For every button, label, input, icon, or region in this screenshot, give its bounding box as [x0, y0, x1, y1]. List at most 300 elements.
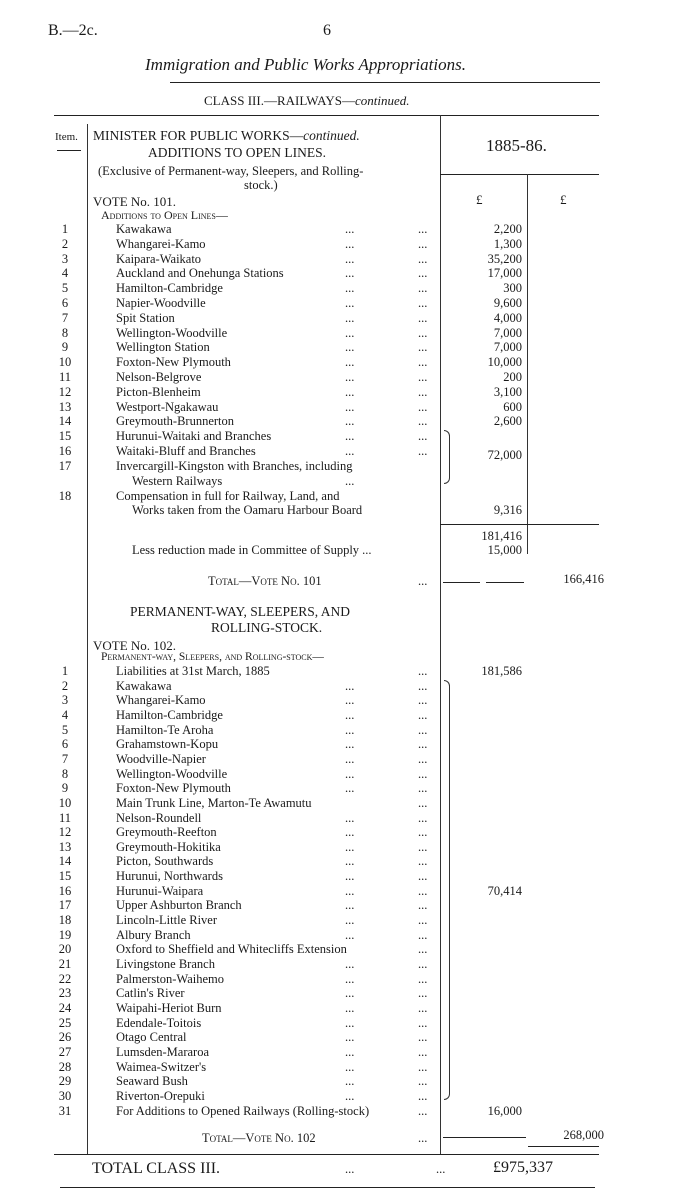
- item-number: 18: [58, 913, 72, 928]
- item-number: 12: [58, 384, 72, 399]
- leader-dots: ...: [418, 854, 428, 869]
- item-name: Hamilton-Cambridge: [116, 707, 223, 722]
- item-number: 7: [61, 310, 69, 325]
- leader-dots: ...: [345, 1162, 355, 1176]
- leader-dots: ...: [418, 444, 428, 458]
- leader-dots: ...: [345, 384, 355, 399]
- item-name: Spit Station: [116, 310, 175, 325]
- leader-dots: ...: [345, 810, 355, 825]
- leader-dots: ...: [345, 1000, 355, 1015]
- leader-dots: ...: [345, 399, 355, 414]
- table-row: [0, 1060, 700, 1075]
- item-number: 10: [58, 795, 72, 810]
- leader-dots: ...: [345, 474, 355, 488]
- table-row: [0, 355, 700, 370]
- table-row: [0, 752, 700, 767]
- table-row: [0, 840, 700, 855]
- leader-dots: ...: [345, 1074, 355, 1089]
- item-number: 2: [61, 236, 69, 251]
- item-name: Wellington Station: [116, 340, 210, 355]
- item-name: Upper Ashburton Branch: [116, 898, 242, 913]
- item-name: Westport-Ngakawau: [116, 399, 219, 414]
- section2-list-heading: Permanent-way, Sleepers, and Rolling-stock—: [101, 651, 324, 663]
- item-number: 10: [58, 355, 72, 370]
- item-amount: 35,200: [487, 251, 522, 266]
- leader-dots: ...: [345, 310, 355, 325]
- item-name: For Additions to Opened Railways (Rolling-stock): [116, 1103, 370, 1118]
- item-number: 30: [58, 1088, 72, 1103]
- leader-dots: ...: [345, 1044, 355, 1059]
- page-number: 6: [323, 22, 331, 39]
- leader-dots: ...: [345, 222, 355, 236]
- leader-dots: ...: [345, 429, 355, 444]
- leader-dots: ...: [418, 1000, 428, 1015]
- item-amount: 4,000: [493, 310, 522, 325]
- section1-list-heading: Additions to Open Lines—: [101, 208, 228, 222]
- item-number: 28: [58, 1059, 72, 1074]
- leader-dots: ...: [345, 883, 355, 898]
- leader-dots: ...: [418, 971, 428, 986]
- leader-dots: ...: [345, 340, 355, 355]
- item-name: Foxton-New Plymouth: [116, 781, 231, 796]
- section1-item-18-cont: [0, 503, 700, 518]
- leader-dots: ...: [345, 707, 355, 722]
- item-name: Greymouth-Hokitika: [116, 839, 221, 854]
- vote-101-heading: VOTE No. 101.: [93, 194, 177, 209]
- item-name: Hurunui-Waipara: [116, 883, 204, 898]
- leader-dots: ...: [418, 869, 428, 884]
- leader-dots: ...: [418, 1015, 428, 1030]
- item-amount: 16,000: [487, 1103, 522, 1118]
- item-name: Nelson-Belgrove: [116, 370, 202, 384]
- item-amount: 2,600: [493, 414, 522, 429]
- leader-dots: ...: [418, 1088, 428, 1103]
- leader-dots: ...: [418, 1059, 428, 1074]
- leader-dots: ...: [418, 236, 428, 251]
- leader-dots: ...: [345, 854, 355, 869]
- leader-dots: ...: [418, 664, 428, 678]
- item-amount: 7,000: [493, 325, 522, 340]
- item-name: Woodville-Napier: [116, 751, 206, 766]
- table-row: [0, 252, 700, 267]
- item-number: 15: [58, 869, 72, 884]
- item-number: 20: [58, 942, 72, 957]
- item-header-underline: [57, 150, 81, 151]
- item-name: Picton, Southwards: [116, 854, 214, 869]
- table-row: [0, 1016, 700, 1031]
- table-row: [0, 796, 700, 811]
- leader-dots: ...: [345, 251, 355, 266]
- item-number: 3: [61, 251, 69, 266]
- item-number: 13: [58, 399, 72, 414]
- leader-dots: ...: [345, 869, 355, 884]
- table-row: [0, 385, 700, 400]
- item-amount: 3,100: [493, 384, 522, 399]
- total-102-rule-2: [528, 1146, 599, 1147]
- item-number: 6: [61, 737, 69, 752]
- item-name: Otago Central: [116, 1030, 187, 1045]
- table-row: [0, 1074, 700, 1089]
- table-row: [0, 693, 700, 708]
- item-amount: 600: [503, 399, 522, 414]
- table-row: [0, 723, 700, 738]
- grand-total-bottom-rule: [60, 1187, 595, 1188]
- item-number: 17: [58, 898, 72, 913]
- item-amount: 300: [503, 281, 522, 296]
- leader-dots: ...: [418, 384, 428, 399]
- leader-dots: ...: [418, 251, 428, 266]
- table-row: [0, 825, 700, 840]
- item-name: Waitaki-Bluff and Branches: [116, 444, 256, 458]
- minister-heading: [93, 128, 360, 144]
- leader-dots: ...: [418, 722, 428, 737]
- table-row: [0, 884, 700, 899]
- leader-dots: ...: [345, 898, 355, 913]
- leader-dots: ...: [345, 1088, 355, 1103]
- leader-dots: ...: [345, 296, 355, 310]
- leader-dots: ...: [345, 722, 355, 737]
- item-name: Nelson-Roundell: [116, 810, 202, 825]
- section2-title-1: PERMANENT-WAY, SLEEPERS, AND: [130, 604, 351, 619]
- item-name: Western Railways: [132, 474, 223, 488]
- currency-header-2: £: [560, 192, 567, 207]
- item-number: 13: [58, 839, 72, 854]
- item-amount: 10,000: [487, 355, 522, 370]
- leader-dots: ...: [418, 296, 428, 310]
- item-number: 9: [61, 340, 69, 355]
- table-row: [0, 942, 700, 957]
- item-name: Wellington-Woodville: [116, 325, 228, 340]
- less-reduction-amount: 15,000: [487, 543, 522, 557]
- table-row: [0, 429, 700, 444]
- total-vote-101-amount: 166,416: [563, 572, 604, 586]
- item-number: 15: [58, 429, 72, 444]
- leader-dots: ...: [418, 883, 428, 898]
- class-title-continued: continued.: [354, 93, 410, 108]
- table-row: [0, 986, 700, 1001]
- item-name: Whangarei-Kamo: [116, 693, 206, 708]
- item-name: Kaipara-Waikato: [116, 251, 202, 266]
- item-number: 1: [61, 664, 69, 678]
- leader-dots: ...: [418, 810, 428, 825]
- leader-dots: ...: [418, 898, 428, 913]
- item-amount: 9,316: [493, 503, 522, 517]
- item-number: 11: [58, 810, 72, 825]
- class-title-text: CLASS III.—RAILWAYS—: [204, 93, 355, 108]
- item-number: 26: [58, 1030, 72, 1045]
- leader-dots: ...: [345, 693, 355, 708]
- item-name: Greymouth-Reefton: [116, 825, 217, 840]
- subtotal-rule: [440, 524, 599, 525]
- item-name: Greymouth-Brunnerton: [116, 414, 235, 429]
- leader-dots: ...: [418, 1030, 428, 1045]
- leader-dots: ...: [418, 766, 428, 781]
- item-name: Lumsden-Mararoa: [116, 1044, 210, 1059]
- item-name: Hurunui-Waitaki and Branches: [116, 429, 272, 444]
- item-number: 17: [58, 459, 72, 473]
- item-number: 31: [58, 1103, 72, 1118]
- table-row: [0, 781, 700, 796]
- item-amount: 181,586: [481, 664, 522, 678]
- leader-dots: ...: [345, 1015, 355, 1030]
- leader-dots: ...: [345, 370, 355, 384]
- document-code: B.—2c.: [48, 22, 98, 39]
- table-row: [0, 1001, 700, 1016]
- leader-dots: ...: [418, 825, 428, 840]
- table-row: [0, 1089, 700, 1104]
- leader-dots: ...: [418, 927, 428, 942]
- leader-dots: ...: [345, 1059, 355, 1074]
- leader-dots: ...: [345, 355, 355, 370]
- item-name: Works taken from the Oamaru Harbour Board: [132, 503, 363, 517]
- item-number: 8: [61, 325, 69, 340]
- item-name: Main Trunk Line, Marton-Te Awamutu: [116, 795, 312, 810]
- item-number: 27: [58, 1044, 72, 1059]
- table-row: [0, 414, 700, 429]
- item-number: 11: [58, 370, 72, 384]
- item-name: Albury Branch: [116, 927, 191, 942]
- table-row: [0, 326, 700, 341]
- total-102-rule-1: [443, 1137, 526, 1138]
- leader-dots: ...: [345, 325, 355, 340]
- item-amount: 200: [503, 370, 522, 384]
- item-name: Kawakawa: [116, 678, 172, 693]
- leader-dots: ...: [345, 839, 355, 854]
- grand-total-amount: £975,337: [493, 1159, 553, 1176]
- item-name: Edendale-Toitois: [116, 1015, 202, 1030]
- table-row: [0, 664, 700, 679]
- leader-dots: ...: [418, 355, 428, 370]
- leader-dots: ...: [345, 957, 355, 971]
- item-number: 14: [58, 414, 72, 429]
- item-amount: 1,300: [493, 236, 522, 251]
- item-name: Palmerston-Waihemo: [116, 971, 224, 986]
- table-row: [0, 679, 700, 694]
- currency-header-1: £: [476, 192, 483, 207]
- leader-dots: ...: [436, 1162, 446, 1176]
- item-number: 16: [58, 883, 72, 898]
- leader-dots: ...: [345, 825, 355, 840]
- leader-dots: ...: [418, 340, 428, 355]
- items-2-31-brace: [444, 680, 450, 1100]
- item-amount: 2,200: [493, 222, 522, 236]
- item-name: Liabilities at 31st March, 1885: [116, 664, 270, 678]
- table-row: [0, 869, 700, 884]
- leader-dots: ...: [418, 266, 428, 281]
- leader-dots: ...: [418, 399, 428, 414]
- item-number: 7: [61, 751, 69, 766]
- leader-dots: ...: [418, 913, 428, 928]
- item-number: 1: [61, 222, 69, 236]
- section1-subtitle-1: (Exclusive of Permanent-way, Sleepers, and Rolling-: [98, 164, 364, 178]
- table-row: [0, 811, 700, 826]
- item-amount: 17,000: [487, 266, 522, 281]
- leader-dots: ...: [345, 1030, 355, 1045]
- table-row: [0, 296, 700, 311]
- table-row: [0, 928, 700, 943]
- class-title: [204, 93, 409, 109]
- table-row: [0, 1104, 700, 1119]
- section1-title: ADDITIONS TO OPEN LINES.: [148, 145, 326, 160]
- minister-heading-text: MINISTER FOR PUBLIC WORKS—: [93, 128, 304, 143]
- table-row: [0, 767, 700, 782]
- leader-dots: ...: [345, 971, 355, 986]
- leader-dots: ...: [418, 1131, 428, 1145]
- grand-total-top-rule: [54, 1154, 599, 1155]
- leader-dots: ...: [345, 766, 355, 781]
- leader-dots: ...: [345, 927, 355, 942]
- section1-subtitle-2: stock.): [244, 178, 278, 192]
- leader-dots: ...: [418, 1103, 428, 1118]
- title-rule: [170, 82, 600, 83]
- item-number: 22: [58, 971, 72, 986]
- item-name: Picton-Blenheim: [116, 384, 201, 399]
- table-row: [0, 370, 700, 385]
- item-name: Riverton-Orepuki: [116, 1088, 205, 1103]
- item-name: Napier-Woodville: [116, 296, 206, 310]
- leader-dots: ...: [418, 751, 428, 766]
- leader-dots: ...: [418, 737, 428, 752]
- leader-dots: ...: [418, 678, 428, 693]
- item-number: 2: [61, 678, 69, 693]
- item-number: 4: [61, 707, 69, 722]
- item-number: 5: [61, 722, 69, 737]
- section2-title-2: ROLLING-STOCK.: [211, 620, 323, 635]
- subtotal-amount: 181,416: [481, 529, 522, 543]
- item-name: Catlin's River: [116, 986, 185, 1001]
- leader-dots: ...: [418, 795, 428, 810]
- item-number: 24: [58, 1000, 72, 1015]
- item-number: 23: [58, 986, 72, 1001]
- table-row: [0, 400, 700, 415]
- table-row: [0, 737, 700, 752]
- table-row: [0, 222, 700, 237]
- item-number: 25: [58, 1015, 72, 1030]
- item-number: 4: [61, 266, 69, 281]
- item-name: Hamilton-Te Aroha: [116, 722, 214, 737]
- item-number: 16: [58, 444, 72, 458]
- item-column-header: Item.: [55, 131, 78, 143]
- item-amount: 70,414: [487, 883, 522, 898]
- item-name: Auckland and Onehunga Stations: [116, 266, 284, 281]
- total-vote-101-label: Total—Vote No. 101: [208, 574, 322, 588]
- leader-dots: ...: [418, 370, 428, 384]
- item-number: 29: [58, 1074, 72, 1089]
- table-row: [0, 237, 700, 252]
- leader-dots: ...: [345, 236, 355, 251]
- items-15-17-amount: 72,000: [487, 448, 522, 462]
- table-row: [0, 340, 700, 355]
- leader-dots: ...: [345, 913, 355, 928]
- item-name: Seaward Bush: [116, 1074, 188, 1089]
- total-vote-102-amount: 268,000: [563, 1128, 604, 1142]
- total-101-rule-1: [443, 582, 480, 583]
- table-row: [0, 444, 700, 459]
- item-number: 8: [61, 766, 69, 781]
- leader-dots: ...: [345, 678, 355, 693]
- item-name: Grahamstown-Kopu: [116, 737, 219, 752]
- leader-dots: ...: [345, 986, 355, 1001]
- item-amount: 7,000: [493, 340, 522, 355]
- item-number: 3: [61, 693, 69, 708]
- leader-dots: ...: [418, 957, 428, 971]
- leader-dots: ...: [418, 281, 428, 296]
- section1-item-17: [0, 459, 700, 474]
- table-row: [0, 898, 700, 913]
- year-header: 1885-86.: [486, 136, 547, 155]
- table-top-rule: [54, 115, 599, 116]
- leader-dots: ...: [345, 444, 355, 458]
- leader-dots: ...: [345, 281, 355, 296]
- table-row: [0, 1030, 700, 1045]
- leader-dots: ...: [418, 1074, 428, 1089]
- item-name: Kawakawa: [116, 222, 172, 236]
- item-number: 9: [61, 781, 69, 796]
- item-number: 6: [61, 296, 69, 310]
- vote-102-heading: VOTE No. 102.: [93, 638, 177, 653]
- leader-dots: ...: [418, 942, 428, 957]
- leader-dots: ...: [418, 781, 428, 796]
- item-name: Lincoln-Little River: [116, 913, 218, 928]
- leader-dots: ...: [418, 986, 428, 1001]
- table-row: [0, 957, 700, 972]
- item-name: Wellington-Woodville: [116, 766, 228, 781]
- total-vote-102-label: Total—Vote No. 102: [202, 1131, 316, 1145]
- item-number: 18: [58, 489, 72, 503]
- table-row: [0, 311, 700, 326]
- item-name: Livingstone Branch: [116, 957, 215, 971]
- leader-dots: ...: [418, 707, 428, 722]
- leader-dots: ...: [345, 751, 355, 766]
- leader-dots: ...: [345, 737, 355, 752]
- leader-dots: ...: [418, 414, 428, 429]
- item-number: 5: [61, 281, 69, 296]
- table-row: [0, 281, 700, 296]
- leader-dots: ...: [345, 414, 355, 429]
- item-name: Invercargill-Kingston with Branches, including: [116, 459, 353, 473]
- table-row: [0, 266, 700, 281]
- table-row: [0, 972, 700, 987]
- leader-dots: ...: [418, 222, 428, 236]
- leader-dots: ...: [345, 781, 355, 796]
- item-name: Compensation in full for Railway, Land, and: [116, 489, 340, 503]
- item-name: Waipahi-Heriot Burn: [116, 1000, 222, 1015]
- leader-dots: ...: [418, 574, 428, 588]
- less-reduction-label: Less reduction made in Committee of Supply ...: [132, 543, 372, 557]
- leader-dots: ...: [418, 429, 428, 444]
- leader-dots: ...: [418, 839, 428, 854]
- item-number: 14: [58, 854, 72, 869]
- item-name: Hurunui, Northwards: [116, 869, 223, 884]
- item-amount: 9,600: [493, 296, 522, 310]
- table-row: [0, 1045, 700, 1060]
- item-name: Hamilton-Cambridge: [116, 281, 223, 296]
- year-header-rule: [440, 174, 599, 175]
- leader-dots: ...: [418, 310, 428, 325]
- item-name: Whangarei-Kamo: [116, 236, 206, 251]
- item-name: Oxford to Sheffield and Whitecliffs Extension: [116, 942, 347, 957]
- page-title: Immigration and Public Works Appropriations.: [145, 55, 466, 74]
- item-number: 19: [58, 927, 72, 942]
- minister-heading-continued: continued.: [303, 128, 360, 143]
- leader-dots: ...: [418, 325, 428, 340]
- table-row: [0, 708, 700, 723]
- section1-item-18: [0, 489, 700, 504]
- table-row: [0, 854, 700, 869]
- grand-total-label: TOTAL CLASS III.: [92, 1160, 221, 1177]
- total-101-rule-2: [486, 582, 524, 583]
- item-name: Foxton-New Plymouth: [116, 355, 231, 370]
